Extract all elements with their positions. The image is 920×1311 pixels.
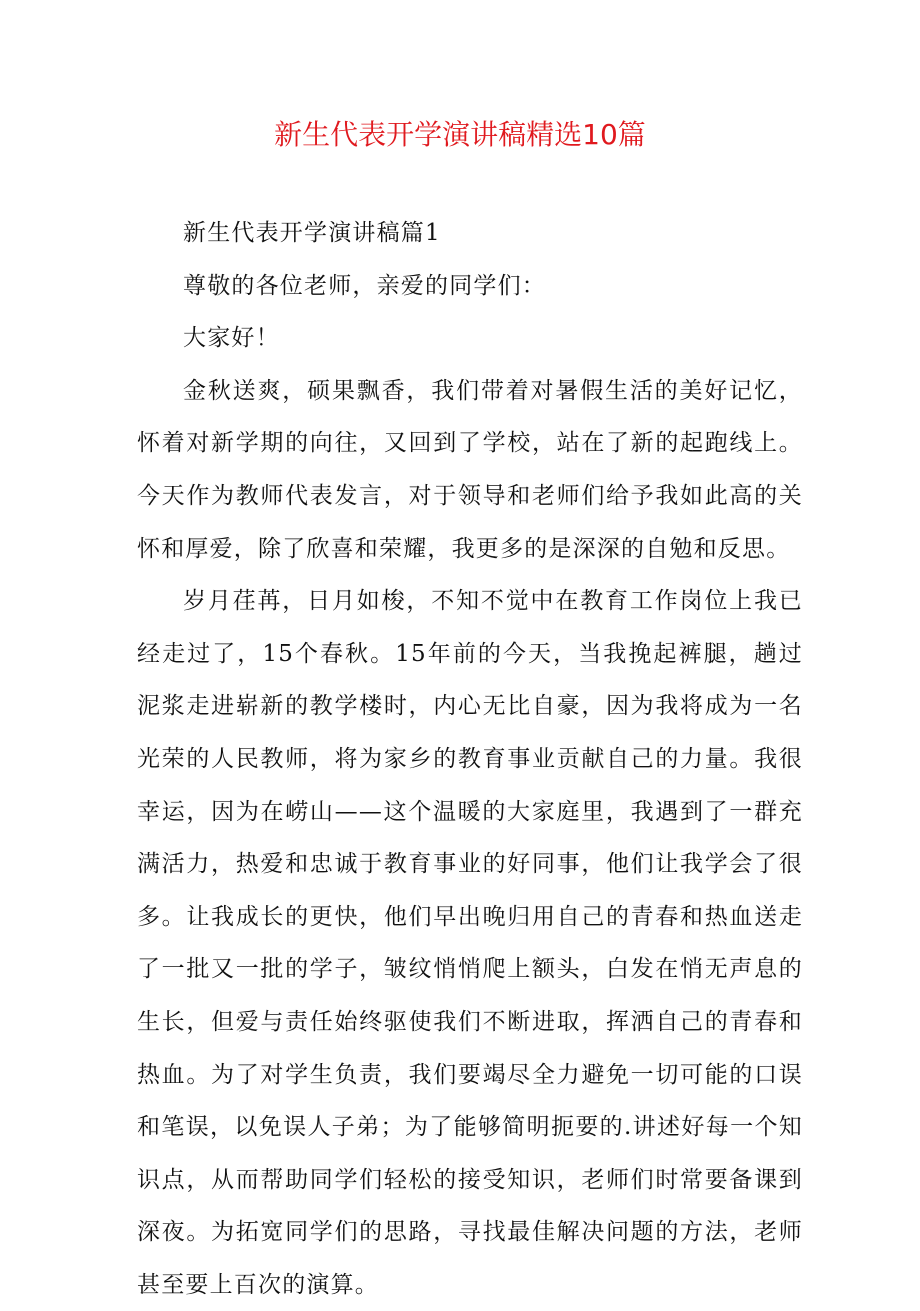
salutation: 尊敬的各位老师，亲爱的同学们： [183, 272, 546, 299]
body-paragraph: 岁月荏苒，日月如梭，不知不觉中在教育工作岗位上我已经走过了，15个春秋。15年前的今天，当我挽起裤腿，趟过泥浆走进崭新的教学楼时，内心无比自豪，因为我将成为一名光荣的人民教师，将为家乡的教育事业贡献自己的力量。我很幸运，因为在崂山——这个温暖的大家庭里，我遇到了一群充满活力，热爱和忠诚于教育事业的好同事，他们让我学会了很多。让我成长的更快，他们早出晚归用自己的青春和热血送走了一批又一批的学子，皱纹悄悄爬上额头，白发在悄无声息的生长，但爱与责任始终驱使我们不断进取，挥洒自己的青春和热血。为了对学生负责，我们要竭尽全力避免一切可能的口误和笔误，以免误人子弟；为了能够简明扼要的.讲述好每一个知识点，从而帮助同学们轻松的接受知识，老师们时常要备课到深夜。为拓宽同学们的思路，寻找最佳解决问题的方法，老师甚至要上百次的演算。 [137, 588, 803, 1298]
section-heading: 新生代表开学演讲稿篇1 [183, 220, 441, 246]
body-paragraph: 金秋送爽，硕果飘香，我们带着对暑假生活的美好记忆，怀着对新学期的向往，又回到了学校，站在了新的起跑线上。今天作为教师代表发言，对于领导和老师们给予我如此高的关怀和厚爱，除了欣喜和荣耀，我更多的是深深的自勉和反思。 [137, 377, 803, 562]
greeting: 大家好！ [183, 325, 280, 352]
document-title: 新生代表开学演讲稿精选10篇 [274, 118, 646, 151]
document-body [137, 207, 803, 1311]
